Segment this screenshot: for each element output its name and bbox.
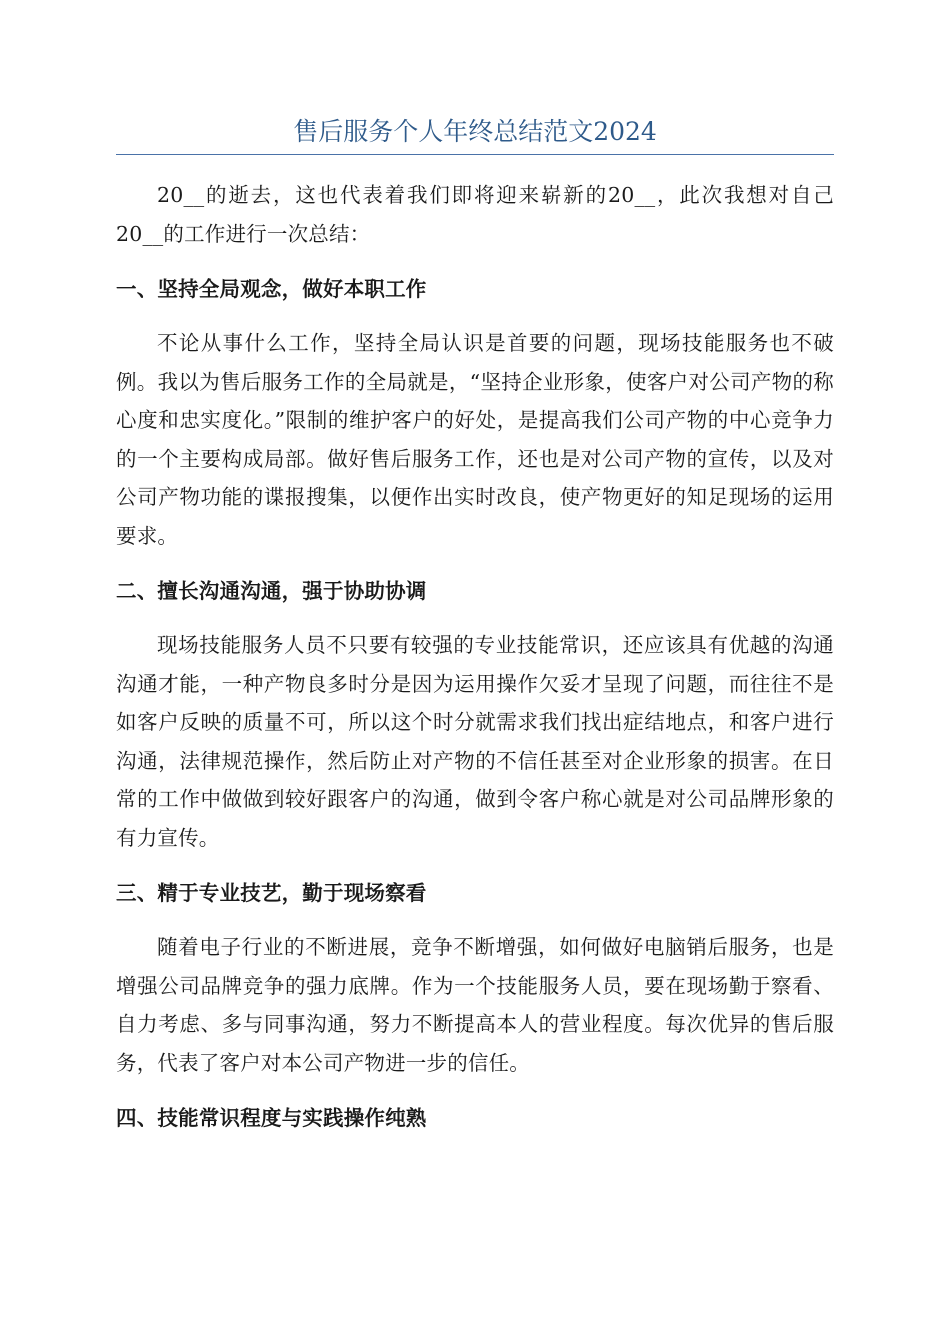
intro-paragraph: 20__的逝去，这也代表着我们即将迎来崭新的20__，此次我想对自己20__的工作进行一次总结： (116, 183, 834, 246)
section-heading-2: 二、擅长沟通沟通，强于协助协调 (116, 579, 427, 603)
section-body-3: 随着电子行业的不断进展，竞争不断增强，如何做好电脑销后服务，也是增强公司品牌竞争的强力底牌。作为一个技能服务人员，要在现场勤于察看、自力考虑、多与同事沟通，努力不断提高本人的营业程度。每次优异的售后服务，代表了客户对本公司产物进一步的信任。 (116, 935, 834, 1075)
section-body-2: 现场技能服务人员不只要有较强的专业技能常识，还应该具有优越的沟通沟通才能，一种产物良多时分是因为运用操作欠妥才呈现了问题，而往往不是如客户反映的质量不可，所以这个时分就需求我们找出症结地点，和客户进行沟通，法律规范操作，然后防止对产物的不信任甚至对企业形象的损害。在日常的工作中做做到较好跟客户的沟通，做到令客户称心就是对公司品牌形象的有力宣传。 (116, 633, 834, 850)
document-title: 售后服务个人年终总结范文2024 (293, 117, 657, 146)
title-underline (116, 154, 834, 155)
section-body-1: 不论从事什么工作，坚持全局认识是首要的问题，现场技能服务也不破例。我以为售后服务工作的全局就是，“坚持企业形象，使客户对公司产物的称心度和忠实度化。”限制的维护客户的好处，是提高我们公司产物的中心竞争力的一个主要构成局部。做好售后服务工作，还也是对公司产物的宣传，以及对公司产物功能的谍报搜集，以便作出实时改良，使产物更好的知足现场的运用要求。 (116, 331, 834, 548)
section-heading-1: 一、坚持全局观念，做好本职工作 (116, 277, 427, 301)
section-heading-4: 四、技能常识程度与实践操作纯熟 (116, 1106, 427, 1130)
section-heading-3: 三、精于专业技艺，勤于现场察看 (116, 881, 427, 905)
document-body (116, 176, 834, 1153)
